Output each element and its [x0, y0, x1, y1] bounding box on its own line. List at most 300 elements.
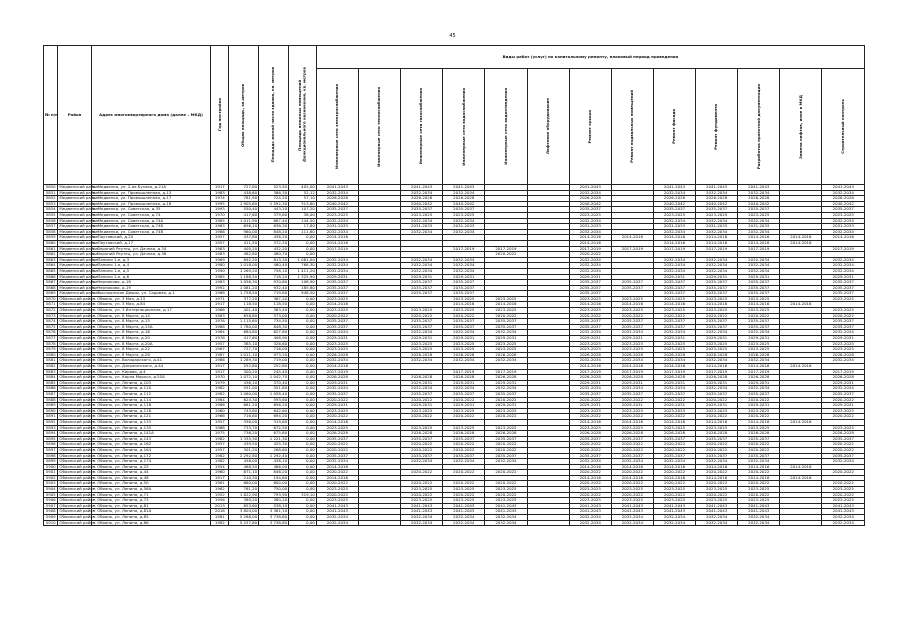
cell-living-area: 194,60 [259, 475, 289, 481]
cell-work-elevator-replace: 2014-2016 [780, 235, 822, 241]
header-work-cell [358, 69, 400, 185]
cell-work-foundation: 2020-2022 [696, 397, 738, 403]
cell-work-electric: 2035-2037 [316, 291, 358, 297]
cell-work-sewer: 2023-2025 [485, 498, 527, 504]
cell-nonliving-area: 313,60 [289, 201, 317, 207]
cell-work-foundation: 2023-2025 [696, 212, 738, 218]
cell-work-electric: 2014-2016 [316, 475, 358, 481]
cell-living-area: 675,80 [259, 431, 289, 437]
cell-row-number: 5853 [44, 201, 58, 207]
cell-work-gas: 2023-2025 [401, 408, 443, 414]
cell-address: г. Обоянь, ул. Ленина, д.174 [91, 459, 211, 465]
cell-work-gas: 2040-2042 [401, 201, 443, 207]
cell-nonliving-area: 0,00 [289, 296, 317, 302]
cell-work-water: 2017-2019 [443, 369, 485, 375]
cell-work-roof: 2029-2031 [569, 274, 611, 280]
cell-work-sewer: 2041-2043 [485, 509, 527, 515]
cell-work-sewer: 2029-2031 [485, 380, 527, 386]
cell-work-electric: 2026-2028 [316, 352, 358, 358]
cell-work-sewer: 2020-2022 [485, 492, 527, 498]
cell-work-design: 2029-2031 [738, 380, 780, 386]
cell-nonliving-area: 0,00 [289, 324, 317, 330]
cell-work-supervision: 2020-2022 [822, 397, 865, 403]
cell-work-roof: 2014-2016 [569, 464, 611, 470]
cell-year-built: 1917 [211, 302, 229, 308]
cell-work-foundation: 2014-2016 [696, 419, 738, 425]
cell-work-water: 2032-2034 [443, 268, 485, 274]
cell-address: п. Медвенка, ул. 2-ая Бузная, д.21А [91, 185, 211, 191]
cell-nonliving-area: 0,00 [289, 520, 317, 526]
cell-year-built: 1982 [211, 391, 229, 397]
cell-year-built: 1985 [211, 218, 229, 224]
cell-work-water: 2023-2025 [443, 425, 485, 431]
cell-work-facade: 2029-2031 [653, 403, 695, 409]
cell-work-gas: 2020-2022 [401, 414, 443, 420]
cell-work-electric: 2020-2022 [316, 397, 358, 403]
cell-work-design: 2023-2025 [738, 408, 780, 414]
cell-row-number: 5904 [44, 487, 58, 493]
cell-nonliving-area: 111,80 [289, 229, 317, 235]
cell-work-water: 2020-2022 [443, 414, 485, 420]
cell-year-built: 1987 [211, 352, 229, 358]
cell-work-electric: 2032-2034 [316, 459, 358, 465]
cell-nonliving-area: 108,90 [289, 280, 317, 286]
cell-living-area: 848,20 [259, 229, 289, 235]
cell-work-gas: 2023-2025 [401, 341, 443, 347]
cell-work-facade: 2014-2016 [653, 302, 695, 308]
cell-work-electric: 2020-2022 [316, 442, 358, 448]
header-work-label: Инженерные сети водоснабжения [460, 87, 466, 166]
cell-work-facade: 2014-2016 [653, 240, 695, 246]
cell-work-gas: 2032-2034 [401, 218, 443, 224]
cell-work-foundation: 2023-2025 [696, 408, 738, 414]
cell-row-number: 5869 [44, 291, 58, 297]
cell-work-design: 2031-2033 [738, 224, 780, 230]
cell-work-roof: 2031-2033 [569, 224, 611, 230]
cell-work-basement: 2032-2034 [611, 515, 653, 521]
cell-work-design: 2023-2025 [738, 347, 780, 353]
cell-work-electric: 2023-2025 [316, 487, 358, 493]
cell-work-facade: 2020-2022 [653, 481, 695, 487]
cell-work-sewer: 2026-2028 [485, 375, 527, 381]
cell-row-number: 5903 [44, 481, 58, 487]
cell-work-facade: 2032-2034 [653, 386, 695, 392]
cell-work-sewer: 2023-2025 [485, 308, 527, 314]
cell-total-area: 300,20 [229, 369, 259, 375]
cell-work-foundation: 2032-2034 [696, 358, 738, 364]
cell-work-electric: 2014-2016 [316, 302, 358, 308]
cell-work-water: 2035-2037 [443, 436, 485, 442]
cell-work-facade: 2035-2037 [653, 391, 695, 397]
cell-total-area: 3 804,00 [229, 509, 259, 515]
cell-work-foundation: 2014-2016 [696, 235, 738, 241]
header-work-label: Строительный контроль [840, 99, 846, 154]
cell-address: г. Обоянь, ул. Ленина, д.103 [91, 380, 211, 386]
cell-work-roof: 2029-2031 [569, 380, 611, 386]
cell-work-design: 2026-2028 [738, 375, 780, 381]
cell-living-area: 973,20 [259, 352, 289, 358]
cell-work-basement: 2035-2037 [611, 280, 653, 286]
cell-work-foundation: 2032-2034 [696, 229, 738, 235]
cell-total-area: 727,70 [229, 347, 259, 353]
cell-address: г. Обоянь, ул. 3 Интернационала, д.17 [91, 308, 211, 314]
cell-work-water: 2017-2019 [443, 246, 485, 252]
cell-work-facade: 2035-2037 [653, 453, 695, 459]
cell-work-facade: 2020-2022 [653, 492, 695, 498]
cell-living-area: 642,60 [259, 408, 289, 414]
cell-work-design: 2020-2022 [738, 313, 780, 319]
cell-work-design: 2032-2034 [738, 190, 780, 196]
cell-work-facade: 2023-2025 [653, 498, 695, 504]
cell-year-built: 1952 [211, 492, 229, 498]
cell-nonliving-area: 0,00 [289, 408, 317, 414]
cell-address: г. Обоянь, ул. Ленина, д.50 [91, 481, 211, 487]
cell-work-electric: 2032-2034 [316, 218, 358, 224]
cell-work-basement: 2020-2022 [611, 313, 653, 319]
cell-work-foundation: 2026-2028 [696, 196, 738, 202]
cell-work-foundation: 2041-2043 [696, 509, 738, 515]
cell-work-roof: 2032-2034 [569, 386, 611, 392]
cell-work-electric: 2023-2025 [316, 296, 358, 302]
cell-nonliving-area: 0,00 [289, 341, 317, 347]
cell-district: Медвенский район [59, 256, 99, 262]
cell-work-foundation: 2035-2037 [696, 291, 738, 297]
cell-work-roof: 2020-2022 [569, 397, 611, 403]
cell-row-number: 5899 [44, 459, 58, 465]
cell-work-gas: 2032-2034 [401, 459, 443, 465]
cell-work-facade: 2032-2034 [653, 520, 695, 526]
cell-nonliving-area: 0,00 [289, 252, 317, 258]
cell-work-design: 2032-2034 [738, 515, 780, 521]
cell-work-design: 2035-2037 [738, 324, 780, 330]
cell-work-roof: 2023-2025 [569, 425, 611, 431]
cell-total-area: 301,20 [229, 447, 259, 453]
cell-address: г. Обоянь, ул. 3 Мая, д.84 [91, 302, 211, 308]
cell-work-electric: 2035-2037 [316, 207, 358, 213]
cell-district: Медвенский район [59, 273, 99, 279]
cell-work-water: 2031-2033 [443, 224, 485, 230]
cell-work-supervision: 2020-2022 [822, 481, 865, 487]
page-number: 45 [449, 33, 456, 39]
cell-work-foundation: 2035-2037 [696, 453, 738, 459]
cell-living-area: 846,20 [259, 470, 289, 476]
header-work-label: Инженерные сети теплоснабжения [376, 86, 382, 167]
cell-total-area: 1 060,00 [229, 391, 259, 397]
cell-work-facade: 2035-2037 [653, 285, 695, 291]
cell-work-foundation: 2041-2043 [696, 185, 738, 191]
cell-total-area: 892,20 [229, 257, 259, 263]
cell-address: г. Обоянь, ул. Ленина, д.116 [91, 403, 211, 409]
cell-address: г. Обоянь, ул. Ленина, д.164 [91, 447, 211, 453]
cell-address: г. Обоянь, ул. Ленина, д.135 [91, 425, 211, 431]
cell-work-roof: 2032-2034 [569, 229, 611, 235]
cell-year-built: 1986 [211, 229, 229, 235]
cell-total-area: 356,00 [229, 419, 259, 425]
cell-work-water: 2032-2034 [443, 358, 485, 364]
cell-work-facade: 2029-2031 [653, 274, 695, 280]
cell-work-supervision: 2032-2034 [822, 218, 865, 224]
cell-work-water: 2026-2028 [443, 431, 485, 437]
cell-work-foundation: 2031-2033 [696, 224, 738, 230]
cell-work-elevator-replace: 2014-2016 [780, 364, 822, 370]
cell-total-area: 1 269,20 [229, 268, 259, 274]
cell-work-roof: 2023-2025 [569, 296, 611, 302]
cell-row-number: 5868 [44, 285, 58, 291]
cell-total-area: 684,80 [229, 330, 259, 336]
header-living-area: Площадь жилой части здания, кв. метров [270, 67, 276, 163]
cell-work-supervision: 2035-2037 [822, 319, 865, 325]
cell-living-area: 319,60 [259, 419, 289, 425]
header-work-cell [696, 69, 738, 185]
cell-district: Медвенский район [59, 279, 99, 285]
cell-district: Обоянский район [59, 430, 96, 436]
cell-work-basement: 2032-2034 [611, 386, 653, 392]
cell-living-area: 627,80 [259, 330, 289, 336]
cell-work-facade: 2032-2034 [653, 330, 695, 336]
cell-nonliving-area: 0,00 [289, 509, 317, 515]
cell-work-electric: 2023-2025 [316, 425, 358, 431]
cell-row-number: 5884 [44, 375, 58, 381]
cell-work-basement: 2023-2025 [611, 341, 653, 347]
cell-district: Обоянский район [59, 312, 96, 318]
cell-year-built: 1961 [211, 481, 229, 487]
header-work-label: Лифтовое оборудование [544, 98, 550, 155]
cell-district: Обоянский район [59, 385, 96, 391]
cell-nonliving-area: 0,00 [289, 470, 317, 476]
cell-work-gas: 2026-2028 [401, 352, 443, 358]
cell-district: Медвенский район [59, 284, 99, 290]
table-body [44, 185, 865, 526]
cell-year-built: 1988 [211, 291, 229, 297]
header-work-label: Ремонт фундамента [713, 103, 719, 150]
cell-work-sewer: 2023-2025 [485, 347, 527, 353]
cell-total-area: 1 056,30 [229, 280, 259, 286]
cell-nonliving-area: 0,00 [289, 369, 317, 375]
cell-row-number: 5886 [44, 386, 58, 392]
cell-work-foundation: 2023-2025 [696, 347, 738, 353]
cell-work-roof: 2020-2022 [569, 313, 611, 319]
cell-work-gas: 2020-2022 [401, 442, 443, 448]
cell-work-electric: 2040-2042 [316, 201, 358, 207]
cell-year-built: 1975 [211, 431, 229, 437]
cell-address: г. Обоянь, ул. Ленина, д.143 [91, 436, 211, 442]
cell-work-water: 2023-2025 [443, 347, 485, 353]
header-work-cell [569, 69, 611, 185]
cell-work-supervision: 2032-2034 [822, 229, 865, 235]
cell-work-electric: 2029-2031 [316, 274, 358, 280]
cell-work-electric: 2020-2022 [316, 492, 358, 498]
cell-total-area: 1 011,10 [229, 352, 259, 358]
cell-work-design: 2032-2034 [738, 218, 780, 224]
cell-address: п. Паутовский, д.17 [91, 240, 211, 246]
cell-living-area: 436,20 [259, 235, 289, 241]
cell-living-area: 813,30 [259, 257, 289, 263]
cell-work-basement: 2020-2022 [611, 442, 653, 448]
cell-work-gas: 2029-2031 [401, 274, 443, 280]
cell-district: Обоянский район [59, 480, 96, 486]
cell-work-basement: 2035-2037 [611, 453, 653, 459]
cell-work-basement: 2035-2037 [611, 285, 653, 291]
cell-living-area: 252,80 [259, 364, 289, 370]
cell-address: с. Верхний Реутец, ул. Дачная, д.34 [91, 246, 211, 252]
cell-year-built: 1957 [211, 442, 229, 448]
cell-work-foundation: 2023-2025 [696, 498, 738, 504]
cell-work-basement: 2023-2025 [611, 487, 653, 493]
cell-work-electric: 2020-2022 [316, 447, 358, 453]
cell-work-gas: 2023-2025 [401, 425, 443, 431]
cell-work-roof: 2020-2022 [569, 492, 611, 498]
cell-work-water: 2035-2037 [443, 391, 485, 397]
cell-work-water: 2035-2037 [443, 207, 485, 213]
cell-work-foundation: 2032-2034 [696, 386, 738, 392]
cell-living-area: 672,50 [259, 425, 289, 431]
cell-work-basement: 2041-2043 [611, 503, 653, 509]
cell-work-supervision: 2035-2037 [822, 324, 865, 330]
cell-work-facade: 2023-2025 [653, 347, 695, 353]
cell-work-basement: 2020-2022 [611, 481, 653, 487]
cell-district: Медвенский район [59, 211, 99, 217]
cell-address: х. Панино 1-е, д.4 [91, 263, 211, 269]
cell-row-number: 5908 [44, 509, 58, 515]
cell-work-roof: 2035-2037 [569, 436, 611, 442]
cell-work-roof: 2023-2025 [569, 498, 611, 504]
cell-year-built: 1968 [211, 425, 229, 431]
cell-work-basement: 2041-2043 [611, 509, 653, 515]
cell-total-area: 437,80 [229, 235, 259, 241]
cell-work-electric: 2032-2034 [316, 386, 358, 392]
cell-work-supervision: 2032-2034 [822, 263, 865, 269]
table-row [44, 520, 865, 526]
cell-year-built: 1966 [211, 308, 229, 314]
cell-work-sewer: 2032-2034 [485, 330, 527, 336]
cell-work-facade: 2023-2025 [653, 212, 695, 218]
cell-work-gas: 2026-2028 [401, 196, 443, 202]
cell-nonliving-area: 107,20 [289, 207, 317, 213]
cell-work-design: 2035-2037 [738, 453, 780, 459]
cell-work-design: 2014-2016 [738, 235, 780, 241]
cell-work-supervision: 2041-2043 [822, 185, 865, 191]
cell-year-built: 1983 [211, 246, 229, 252]
cell-work-roof: 2014-2016 [569, 475, 611, 481]
cell-living-area: 370,40 [259, 380, 289, 386]
cell-district: Обоянский район [59, 446, 96, 452]
cell-district: Обоянский район [59, 351, 96, 357]
cell-work-foundation: 2035-2037 [696, 280, 738, 286]
cell-work-electric: 2023-2025 [316, 498, 358, 504]
cell-work-gas: 2035-2037 [401, 324, 443, 330]
cell-work-water: 2020-2022 [443, 492, 485, 498]
cell-work-design: 2032-2034 [738, 229, 780, 235]
cell-work-facade: 2032-2034 [653, 190, 695, 196]
cell-work-electric: 2023-2025 [316, 408, 358, 414]
cell-row-number: 5893 [44, 425, 58, 431]
cell-address: г. Обоянь, ул. Ленина, д.86 [91, 520, 211, 526]
cell-address: х. Панино 1-е, д.6 [91, 274, 211, 280]
cell-row-number: 5909 [44, 515, 58, 521]
cell-work-sewer: 2017-2019 [485, 369, 527, 375]
cell-work-water: 2023-2025 [443, 341, 485, 347]
cell-work-water: 2041-2043 [443, 185, 485, 191]
cell-year-built: 1957 [211, 447, 229, 453]
cell-work-facade: 2041-2043 [653, 503, 695, 509]
cell-work-supervision: 2032-2034 [822, 330, 865, 336]
cell-work-design: 2040-2042 [738, 201, 780, 207]
cell-work-water: 2020-2022 [443, 470, 485, 476]
cell-living-area: 3 361,10 [259, 509, 289, 515]
cell-total-area: 681,20 [229, 403, 259, 409]
cell-address: г. Обоянь, ул. Ленина, д.56А [91, 487, 211, 493]
cell-work-roof: 2032-2034 [569, 218, 611, 224]
cell-year-built: 1995 [211, 201, 229, 207]
cell-address: г. Обоянь, ул. 8 Марта, д.22 [91, 347, 211, 353]
cell-work-sewer: 2023-2025 [485, 408, 527, 414]
cell-district: Медвенский район [59, 239, 99, 245]
cell-work-water: 2020-2022 [443, 313, 485, 319]
cell-address: г. Обоянь, ул. Дзержинского, д.44 [91, 364, 211, 370]
cell-work-foundation: 2026-2028 [696, 352, 738, 358]
cell-address: г. Обоянь, ул. Ленина, д.110 [91, 386, 211, 392]
cell-work-sewer: 2023-2025 [485, 296, 527, 302]
cell-work-gas: 2035-2037 [401, 319, 443, 325]
cell-work-facade: 2035-2037 [653, 291, 695, 297]
cell-total-area: 624,30 [229, 397, 259, 403]
cell-total-area: 716,60 [229, 414, 259, 420]
cell-year-built: 1960 [211, 408, 229, 414]
cell-work-foundation: 2023-2025 [696, 308, 738, 314]
cell-row-number: 5867 [44, 280, 58, 286]
cell-work-water: 2032-2034 [443, 190, 485, 196]
header-address: Адрес многоквартирного дома (далее – МКД) [91, 46, 211, 185]
cell-address: п. Медвенка, ул. Промышленная, д.18 [91, 201, 211, 207]
cell-living-area: 970,80 [259, 280, 289, 286]
cell-nonliving-area: 1 081,00 [289, 257, 317, 263]
cell-district: Медвенский район [59, 184, 99, 189]
cell-year-built: 1984 [211, 330, 229, 336]
cell-address: г. Обоянь, ул. Ленина, д.141А [91, 431, 211, 437]
cell-living-area: 380,20 [259, 498, 289, 504]
cell-work-basement: 2032-2034 [611, 358, 653, 364]
cell-work-gas: 2032-2034 [401, 257, 443, 263]
cell-district: Обоянский район [59, 424, 96, 430]
cell-address: г. Обоянь, ул. Ленина, д.172 [91, 453, 211, 459]
cell-work-water: 2041-2043 [443, 503, 485, 509]
cell-work-gas: 2041-2043 [401, 503, 443, 509]
cell-work-sewer: 2029-2031 [485, 336, 527, 342]
header-work-label: Инженерные сети водоотведения [502, 88, 508, 165]
cell-work-sewer: 2035-2037 [485, 324, 527, 330]
cell-work-foundation: 2017-2019 [696, 246, 738, 252]
cell-year-built: 1917 [211, 475, 229, 481]
cell-work-roof: 2023-2025 [569, 347, 611, 353]
cell-work-electric: 2020-2022 [316, 313, 358, 319]
cell-address: г. Обоянь, ул. 8 Марта, д.16 [91, 330, 211, 336]
cell-row-number: 5888 [44, 397, 58, 403]
cell-work-electric: 2032-2034 [316, 263, 358, 269]
cell-living-area: 386,30 [259, 190, 289, 196]
cell-work-design: 2035-2037 [738, 280, 780, 286]
cell-living-area: 718,20 [259, 274, 289, 280]
cell-nonliving-area: 948,50 [289, 291, 317, 297]
cell-address: п. Медвенка, ул. Промышленная, д.17 [91, 196, 211, 202]
cell-row-number: 5896 [44, 442, 58, 448]
cell-work-heat [358, 520, 400, 526]
cell-year-built: 1986 [211, 358, 229, 364]
cell-work-design: 2017-2019 [738, 246, 780, 252]
cell-address: г. Обоянь, ул. Ленина, д.81А [91, 509, 211, 515]
cell-work-roof: 2014-2016 [569, 364, 611, 370]
cell-year-built: 1976 [211, 336, 229, 342]
cell-work-design: 2035-2037 [738, 285, 780, 291]
